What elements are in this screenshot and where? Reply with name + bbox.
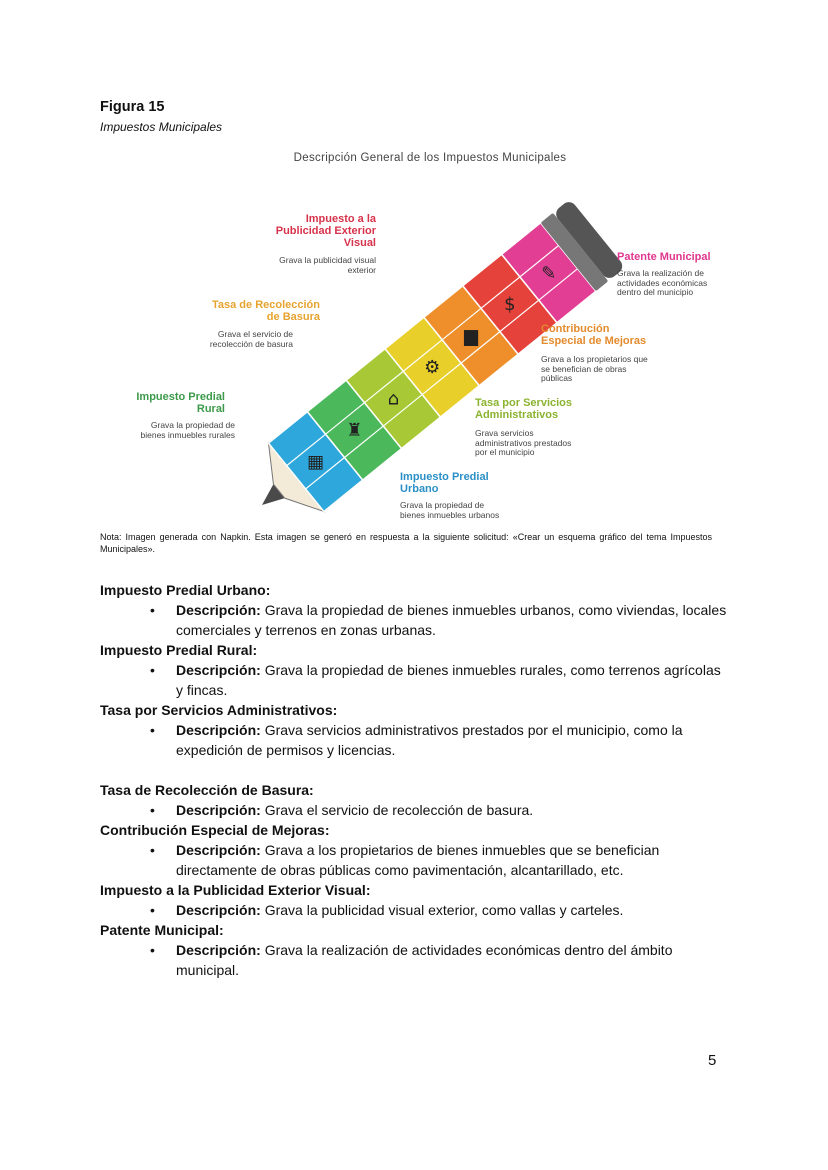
description-text: Grava servicios administrativos prestados por el municipio, como la expedición de permisos y licencias. [176,722,683,758]
description-label: Descripción: [176,802,261,818]
desc-servicios-administrativos: Grava servicios administrativos prestados por el municipio [475,428,572,457]
section-3 [100,780,730,820]
diagram-title: Descripción General de los Impuestos Municipales [293,152,567,164]
description-label: Descripción: [176,902,261,918]
description-label: Descripción: [176,662,261,678]
label-patente-municipal: Patente Municipal [617,251,711,263]
section-bullet [176,720,730,760]
desc-contribucion-mejoras: Grava a los propietarios que se benefician de obras públicas [541,354,648,383]
description-label: Descripción: [176,602,261,618]
band-icon: ▆ [464,325,478,347]
label-servicios-administrativos: Tasa por Servicios Administrativos [475,397,573,421]
desc-predial-rural: Grava la propiedad de bienes inmuebles rurales [140,420,235,440]
description-text: Grava la publicidad visual exterior, como vallas y carteles. [264,902,624,918]
section-2 [100,700,730,760]
figure-note: Nota: Imagen generada con Napkin. Esta imagen se generó en respuesta a la siguiente solicitud: «Crear un esquema gráfico del tema Impuestos Municipales». [100,532,712,554]
section-bullet [176,940,730,980]
section-heading: Impuesto Predial Rural: [100,642,258,658]
description-text: Grava a los propietarios de bienes inmuebles que se benefician directamente de obras públicas como pavimentación, alcantarillado, etc. [176,842,660,878]
desc-predial-urbano: Grava la propiedad de bienes inmuebles urbanos [400,500,500,520]
label-contribucion-mejoras: Contribución Especial de Mejoras [541,323,647,347]
band-icon: ♜ [346,420,363,442]
description-text: Grava el servicio de recolección de basura. [264,802,534,818]
description-text: Grava la propiedad de bienes inmuebles urbanos, como viviendas, locales comerciales y terrenos en zonas urbanas. [176,602,727,638]
label-publicidad-exterior: Impuesto a la Publicidad Exterior Visual [275,213,376,249]
section-heading: Impuesto Predial Urbano: [100,582,271,598]
section-bullet [176,840,730,880]
section-bullet [176,900,730,920]
band-icon: $ [504,294,516,316]
label-recoleccion-basura: Tasa de Recolección de Basura [211,299,320,323]
section-heading: Patente Municipal: [100,922,224,938]
desc-recoleccion-basura: Grava el servicio de recolección de basura [209,329,293,349]
band-icon: ✎ [541,262,557,284]
label-predial-rural: Impuesto Predial Rural [136,391,225,415]
description-label: Descripción: [176,842,261,858]
band-icon: ⌂ [387,388,400,410]
section-0 [100,580,730,640]
section-heading: Tasa de Recolección de Basura: [100,782,314,798]
section-bullet [176,800,730,820]
figure-title: Impuestos Municipales [100,120,223,134]
section-bullet [176,660,730,700]
page-number: 5 [708,1052,717,1069]
section-heading: Impuesto a la Publicidad Exterior Visual: [100,882,371,898]
section-1 [100,640,730,700]
description-label: Descripción: [176,942,261,958]
band-icon: ▦ [307,451,325,473]
description-text: Grava la realización de actividades económicas dentro del ámbito municipal. [176,942,673,978]
section-5 [100,880,730,920]
desc-patente-municipal: Grava la realización de actividades económicas dentro del municipio [617,268,708,297]
label-predial-urbano: Impuesto Predial Urbano [400,471,489,495]
description-text: Grava la propiedad de bienes inmuebles rurales, como terrenos agrícolas y fincas. [176,662,721,698]
desc-publicidad-exterior: Grava la publicidad visual exterior [279,255,376,275]
band-icon: ⚙ [424,357,441,379]
section-4 [100,820,730,880]
figure-number: Figura 15 [100,99,165,115]
section-bullet [176,600,730,640]
section-heading: Contribución Especial de Mejoras: [100,822,330,838]
section-heading: Tasa por Servicios Administrativos: [100,702,338,718]
section-6 [100,920,730,980]
description-label: Descripción: [176,722,261,738]
